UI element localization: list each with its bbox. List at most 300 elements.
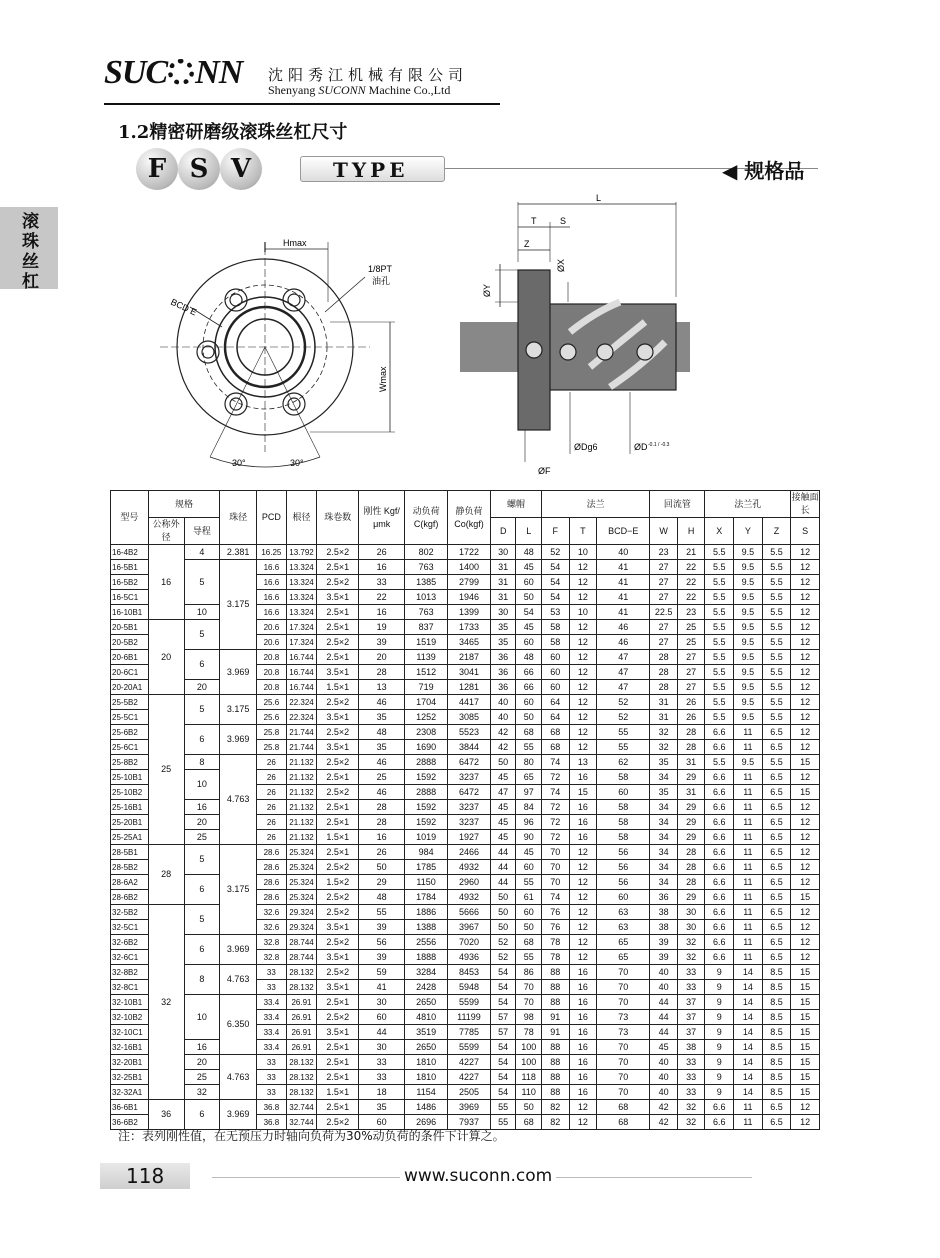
table-cell: 46 (597, 635, 650, 650)
table-cell: 12 (791, 575, 820, 590)
table-cell: 56 (597, 845, 650, 860)
table-cell: 12 (791, 650, 820, 665)
table-cell: 6.6 (705, 905, 734, 920)
model-cell: 25-8B2 (111, 755, 149, 770)
table-cell: 13.792 (286, 545, 317, 560)
table-cell: 39 (359, 635, 405, 650)
table-cell: 22 (677, 560, 705, 575)
table-cell: 66 (516, 680, 542, 695)
table-cell: 10 (569, 605, 597, 620)
model-cell: 20-5B1 (111, 620, 149, 635)
table-cell: 6.5 (762, 815, 791, 830)
header-z: Z (762, 518, 791, 545)
table-cell: 11 (734, 905, 763, 920)
table-cell: 59 (359, 965, 405, 980)
table-row (111, 770, 820, 785)
header-lead: 导程 (184, 518, 220, 545)
table-cell: 32 (650, 725, 678, 740)
table-cell: 58 (597, 830, 650, 845)
table-cell: 38 (677, 1040, 705, 1055)
table-cell: 2.5×1 (317, 560, 359, 575)
table-cell: 31 (490, 575, 516, 590)
table-cell: 3.175 (220, 695, 257, 725)
table-cell: 42 (490, 725, 516, 740)
table-cell: 76 (542, 905, 570, 920)
table-cell: 9 (705, 1070, 734, 1085)
table-cell: 9.5 (734, 665, 763, 680)
table-cell: 12 (569, 695, 597, 710)
model-cell: 16-5B1 (111, 560, 149, 575)
table-cell: 8 (184, 965, 220, 995)
header-w: W (650, 518, 678, 545)
table-cell: 12 (791, 620, 820, 635)
table-cell: 26 (257, 755, 287, 770)
table-cell: 27 (650, 560, 678, 575)
table-cell: 66 (516, 665, 542, 680)
table-cell: 25.324 (286, 845, 317, 860)
table-cell: 5.5 (762, 605, 791, 620)
table-cell: 12 (791, 560, 820, 575)
table-cell: 91 (542, 1025, 570, 1040)
table-cell: 47 (490, 785, 516, 800)
side-tab-label: 滚珠丝杠 (22, 212, 39, 292)
table-cell: 1400 (448, 560, 491, 575)
table-cell: 5 (184, 560, 220, 605)
table-cell: 50 (516, 1100, 542, 1115)
table-cell: 33 (257, 980, 287, 995)
table-cell: 8.5 (762, 1055, 791, 1070)
table-cell: 3.5×1 (317, 980, 359, 995)
table-cell: 16 (569, 770, 597, 785)
table-cell: 2.5×1 (317, 800, 359, 815)
table-cell: 12 (569, 680, 597, 695)
table-cell: 16.6 (257, 605, 287, 620)
table-cell: 60 (516, 575, 542, 590)
bcd-label: BCD E (169, 296, 199, 318)
model-cell: 28-6B2 (111, 890, 149, 905)
table-cell: 26 (677, 710, 705, 725)
table-cell: 2.381 (220, 545, 257, 560)
table-cell: 12 (791, 845, 820, 860)
table-cell: 60 (542, 680, 570, 695)
table-cell: 2.5×2 (317, 785, 359, 800)
table-cell: 12 (791, 905, 820, 920)
model-cell: 16-4B2 (111, 545, 149, 560)
table-cell: 13.324 (286, 590, 317, 605)
table-cell: 12 (791, 815, 820, 830)
table-cell: 11 (734, 785, 763, 800)
model-cell: 16-5C1 (111, 590, 149, 605)
model-cell: 32-20B1 (111, 1055, 149, 1070)
table-cell: 63 (597, 920, 650, 935)
table-cell: 22 (359, 590, 405, 605)
table-cell: 2960 (448, 875, 491, 890)
table-cell: 28.6 (257, 875, 287, 890)
table-cell: 78 (542, 935, 570, 950)
table-cell: 39 (650, 950, 678, 965)
table-cell: 11 (734, 830, 763, 845)
table-cell: 6.5 (762, 725, 791, 740)
table-cell: 28 (650, 680, 678, 695)
table-cell: 28.132 (286, 980, 317, 995)
table-cell: 9.5 (734, 635, 763, 650)
table-cell: 2.5×2 (317, 935, 359, 950)
table-cell: 28 (677, 875, 705, 890)
dim-s-label: S (560, 216, 567, 226)
table-cell: 5.5 (762, 635, 791, 650)
model-cell: 25-5C1 (111, 710, 149, 725)
table-cell: 73 (597, 1025, 650, 1040)
table-cell: 9.5 (734, 755, 763, 770)
table-cell: 22 (677, 575, 705, 590)
table-cell: 54 (542, 575, 570, 590)
table-cell: 2.5×1 (317, 605, 359, 620)
table-cell: 5 (184, 845, 220, 875)
table-cell: 1785 (405, 860, 448, 875)
table-cell: 3.5×1 (317, 590, 359, 605)
table-cell: 12 (791, 1100, 820, 1115)
table-cell: 984 (405, 845, 448, 860)
header-return: 回流管 (650, 491, 705, 518)
table-cell: 29 (677, 890, 705, 905)
table-cell: 16 (569, 1040, 597, 1055)
model-cell: 25-20B1 (111, 815, 149, 830)
table-cell: 1810 (405, 1055, 448, 1070)
table-cell: 5.5 (705, 575, 734, 590)
table-cell: 6.6 (705, 800, 734, 815)
table-cell: 40 (650, 1070, 678, 1085)
table-cell: 110 (516, 1085, 542, 1100)
table-cell: 3519 (405, 1025, 448, 1040)
table-cell: 35 (359, 1100, 405, 1115)
table-cell: 1150 (405, 875, 448, 890)
technical-drawing (150, 192, 690, 484)
table-cell: 17.324 (286, 635, 317, 650)
table-cell: 9 (705, 995, 734, 1010)
table-cell: 9.5 (734, 560, 763, 575)
table-cell: 28.6 (257, 890, 287, 905)
table-cell: 8.5 (762, 995, 791, 1010)
table-cell: 6.5 (762, 905, 791, 920)
nut-side-view (460, 202, 690, 462)
table-cell: 5 (184, 620, 220, 650)
table-cell: 3041 (448, 665, 491, 680)
table-cell: 21.132 (286, 755, 317, 770)
table-cell: 70 (542, 860, 570, 875)
table-row (111, 1085, 820, 1100)
header-l: L (516, 518, 542, 545)
table-cell: 12 (569, 725, 597, 740)
table-cell: 27 (650, 620, 678, 635)
table-cell: 11 (734, 845, 763, 860)
table-cell: 27 (677, 680, 705, 695)
table-cell: 78 (516, 1025, 542, 1040)
table-cell: 60 (516, 695, 542, 710)
table-cell: 16.6 (257, 590, 287, 605)
table-cell: 36 (490, 650, 516, 665)
table-cell: 2308 (405, 725, 448, 740)
table-cell: 26.91 (286, 1025, 317, 1040)
table-cell: 2505 (448, 1085, 491, 1100)
table-cell: 3967 (448, 920, 491, 935)
table-cell: 16 (569, 1085, 597, 1100)
table-cell: 52 (490, 935, 516, 950)
model-cell: 20-6C1 (111, 665, 149, 680)
model-cell: 36-6B2 (111, 1115, 149, 1130)
table-cell: 6.6 (705, 950, 734, 965)
table-cell: 60 (516, 905, 542, 920)
table-cell: 9 (705, 1055, 734, 1070)
table-cell: 6.5 (762, 860, 791, 875)
table-cell: 12 (569, 1115, 597, 1130)
table-cell: 6.6 (705, 860, 734, 875)
table-cell: 32 (677, 950, 705, 965)
table-cell: 4.763 (220, 965, 257, 995)
table-cell: 45 (490, 800, 516, 815)
table-cell: 6 (184, 875, 220, 905)
table-cell: 13.324 (286, 575, 317, 590)
table-cell: 9 (705, 980, 734, 995)
table-cell: 32 (148, 905, 184, 1100)
table-cell: 12 (569, 575, 597, 590)
table-cell: 3237 (448, 770, 491, 785)
table-cell: 6.6 (705, 890, 734, 905)
table-cell: 68 (542, 725, 570, 740)
table-cell: 28 (359, 815, 405, 830)
table-cell: 12 (791, 590, 820, 605)
model-cell: 16-5B2 (111, 575, 149, 590)
table-cell: 8.5 (762, 1010, 791, 1025)
table-cell: 15 (791, 980, 820, 995)
table-cell: 84 (516, 800, 542, 815)
table-cell: 6.5 (762, 890, 791, 905)
table-cell: 36.8 (257, 1100, 287, 1115)
table-cell: 32.8 (257, 935, 287, 950)
model-cell: 25-16B1 (111, 800, 149, 815)
table-cell: 16.744 (286, 680, 317, 695)
table-cell: 6.6 (705, 785, 734, 800)
table-cell: 60 (516, 860, 542, 875)
table-cell: 74 (542, 755, 570, 770)
company-name-en: Shenyang SUCONN Machine Co.,Ltd (268, 83, 451, 97)
table-cell: 50 (490, 890, 516, 905)
table-cell: 21.132 (286, 770, 317, 785)
table-cell: 6.5 (762, 935, 791, 950)
table-cell: 15 (791, 755, 820, 770)
table-cell: 16 (569, 800, 597, 815)
table-cell: 22.324 (286, 695, 317, 710)
table-cell: 2.5×2 (317, 965, 359, 980)
table-cell: 35 (490, 620, 516, 635)
table-cell: 32.6 (257, 905, 287, 920)
table-cell: 12 (791, 695, 820, 710)
table-cell: 68 (516, 1115, 542, 1130)
table-cell: 72 (542, 815, 570, 830)
header-bcd: BCD−E (597, 518, 650, 545)
table-cell: 31 (490, 560, 516, 575)
table-cell: 5.5 (705, 680, 734, 695)
table-cell: 1784 (405, 890, 448, 905)
table-cell: 88 (542, 980, 570, 995)
table-cell: 5.5 (762, 695, 791, 710)
table-cell: 20 (148, 620, 184, 695)
table-cell: 5.5 (705, 605, 734, 620)
table-cell: 28 (650, 665, 678, 680)
table-cell: 28.132 (286, 965, 317, 980)
table-cell: 97 (516, 785, 542, 800)
table-row (111, 680, 820, 695)
table-row (111, 815, 820, 830)
table-cell: 9.5 (734, 590, 763, 605)
table-cell: 31 (490, 590, 516, 605)
table-cell: 33 (257, 1070, 287, 1085)
table-cell: 6.6 (705, 935, 734, 950)
table-cell: 2888 (405, 755, 448, 770)
table-cell: 22 (677, 590, 705, 605)
table-cell: 25.6 (257, 710, 287, 725)
table-cell: 2.5×2 (317, 545, 359, 560)
model-cell: 32-16B1 (111, 1040, 149, 1055)
table-cell: 33.4 (257, 1025, 287, 1040)
table-cell: 32.744 (286, 1115, 317, 1130)
model-cell: 28-5B1 (111, 845, 149, 860)
footnote: 注：表列刚性值，在无预压力时轴向负荷为30%动负荷的条件下计算之。 (118, 1129, 505, 1143)
table-cell: 41 (597, 590, 650, 605)
table-cell: 30 (490, 605, 516, 620)
table-row (111, 995, 820, 1010)
section-title: 1.2精密研磨级滚珠丝杠尺寸 (118, 122, 348, 143)
table-cell: 11 (734, 950, 763, 965)
model-cell: 28-5B2 (111, 860, 149, 875)
table-cell: 16.744 (286, 650, 317, 665)
table-cell: 6.6 (705, 770, 734, 785)
table-cell: 11 (734, 875, 763, 890)
table-row (111, 725, 820, 740)
table-cell: 64 (542, 710, 570, 725)
table-cell: 40 (597, 545, 650, 560)
table-cell: 20.8 (257, 665, 287, 680)
table-cell: 25.324 (286, 860, 317, 875)
table-cell: 15 (791, 785, 820, 800)
table-cell: 29.324 (286, 905, 317, 920)
table-cell: 3237 (448, 815, 491, 830)
table-cell: 33 (677, 1070, 705, 1085)
dim-f-label: ØF (538, 466, 551, 476)
table-cell: 6.5 (762, 830, 791, 845)
table-cell: 11 (734, 1115, 763, 1130)
table-cell: 28.132 (286, 1070, 317, 1085)
table-cell: 70 (597, 980, 650, 995)
model-cell: 28-6A2 (111, 875, 149, 890)
table-row (111, 1040, 820, 1055)
table-cell: 8.5 (762, 965, 791, 980)
table-cell: 15 (791, 965, 820, 980)
table-cell: 1.5×1 (317, 1085, 359, 1100)
model-cell: 32-6C1 (111, 950, 149, 965)
table-cell: 12 (569, 950, 597, 965)
table-row (111, 845, 820, 860)
table-cell: 60 (542, 665, 570, 680)
table-cell: 28.132 (286, 1055, 317, 1070)
table-cell: 46 (597, 620, 650, 635)
table-cell: 13 (569, 755, 597, 770)
table-cell: 45 (490, 830, 516, 845)
table-cell: 5.5 (705, 590, 734, 605)
table-cell: 55 (516, 875, 542, 890)
table-cell: 32 (677, 1115, 705, 1130)
table-cell: 55 (516, 740, 542, 755)
table-cell: 12 (569, 590, 597, 605)
table-cell: 46 (359, 755, 405, 770)
type-label: TYPE (300, 156, 445, 182)
table-cell: 3.175 (220, 845, 257, 935)
table-cell: 2.5×1 (317, 1055, 359, 1070)
table-cell: 46 (359, 695, 405, 710)
table-cell: 37 (677, 995, 705, 1010)
table-cell: 70 (542, 845, 570, 860)
model-cell: 20-5B2 (111, 635, 149, 650)
table-cell: 4417 (448, 695, 491, 710)
table-cell: 54 (490, 965, 516, 980)
table-cell: 4.763 (220, 755, 257, 845)
table-cell: 50 (359, 860, 405, 875)
table-cell: 12 (791, 710, 820, 725)
table-cell: 11 (734, 920, 763, 935)
table-cell: 25 (677, 620, 705, 635)
table-cell: 53 (542, 605, 570, 620)
table-cell: 6.5 (762, 950, 791, 965)
table-cell: 6.5 (762, 800, 791, 815)
table-cell: 12 (569, 875, 597, 890)
table-cell: 12 (569, 905, 597, 920)
header-static-load: 静负荷 Co(kgf) (448, 491, 491, 545)
table-cell: 46 (359, 785, 405, 800)
table-cell: 61 (516, 890, 542, 905)
table-cell: 11 (734, 860, 763, 875)
table-cell: 33 (257, 965, 287, 980)
table-cell: 5.5 (762, 545, 791, 560)
model-cell: 25-25A1 (111, 830, 149, 845)
table-cell: 12 (791, 935, 820, 950)
table-cell: 40 (650, 980, 678, 995)
table-cell: 20 (359, 650, 405, 665)
table-cell: 52 (490, 950, 516, 965)
table-cell: 57 (490, 1010, 516, 1025)
table-cell: 62 (597, 755, 650, 770)
table-cell: 27 (677, 650, 705, 665)
table-cell: 4.763 (220, 1055, 257, 1100)
table-cell: 763 (405, 560, 448, 575)
spec-table-body (111, 545, 820, 1130)
table-cell: 31 (650, 710, 678, 725)
table-cell: 2.5×1 (317, 650, 359, 665)
table-cell: 5.5 (762, 755, 791, 770)
table-cell: 27 (650, 590, 678, 605)
table-cell: 34 (650, 815, 678, 830)
table-cell: 32.744 (286, 1100, 317, 1115)
table-cell: 20.6 (257, 635, 287, 650)
header-ball: 珠径 (220, 491, 257, 545)
table-cell: 38 (650, 905, 678, 920)
model-cell: 32-10C1 (111, 1025, 149, 1040)
table-cell: 5 (184, 695, 220, 725)
table-cell: 48 (359, 890, 405, 905)
table-cell: 70 (542, 875, 570, 890)
table-cell: 8.5 (762, 980, 791, 995)
table-cell: 20 (184, 1055, 220, 1070)
table-cell: 10 (184, 770, 220, 800)
table-cell: 28.744 (286, 935, 317, 950)
